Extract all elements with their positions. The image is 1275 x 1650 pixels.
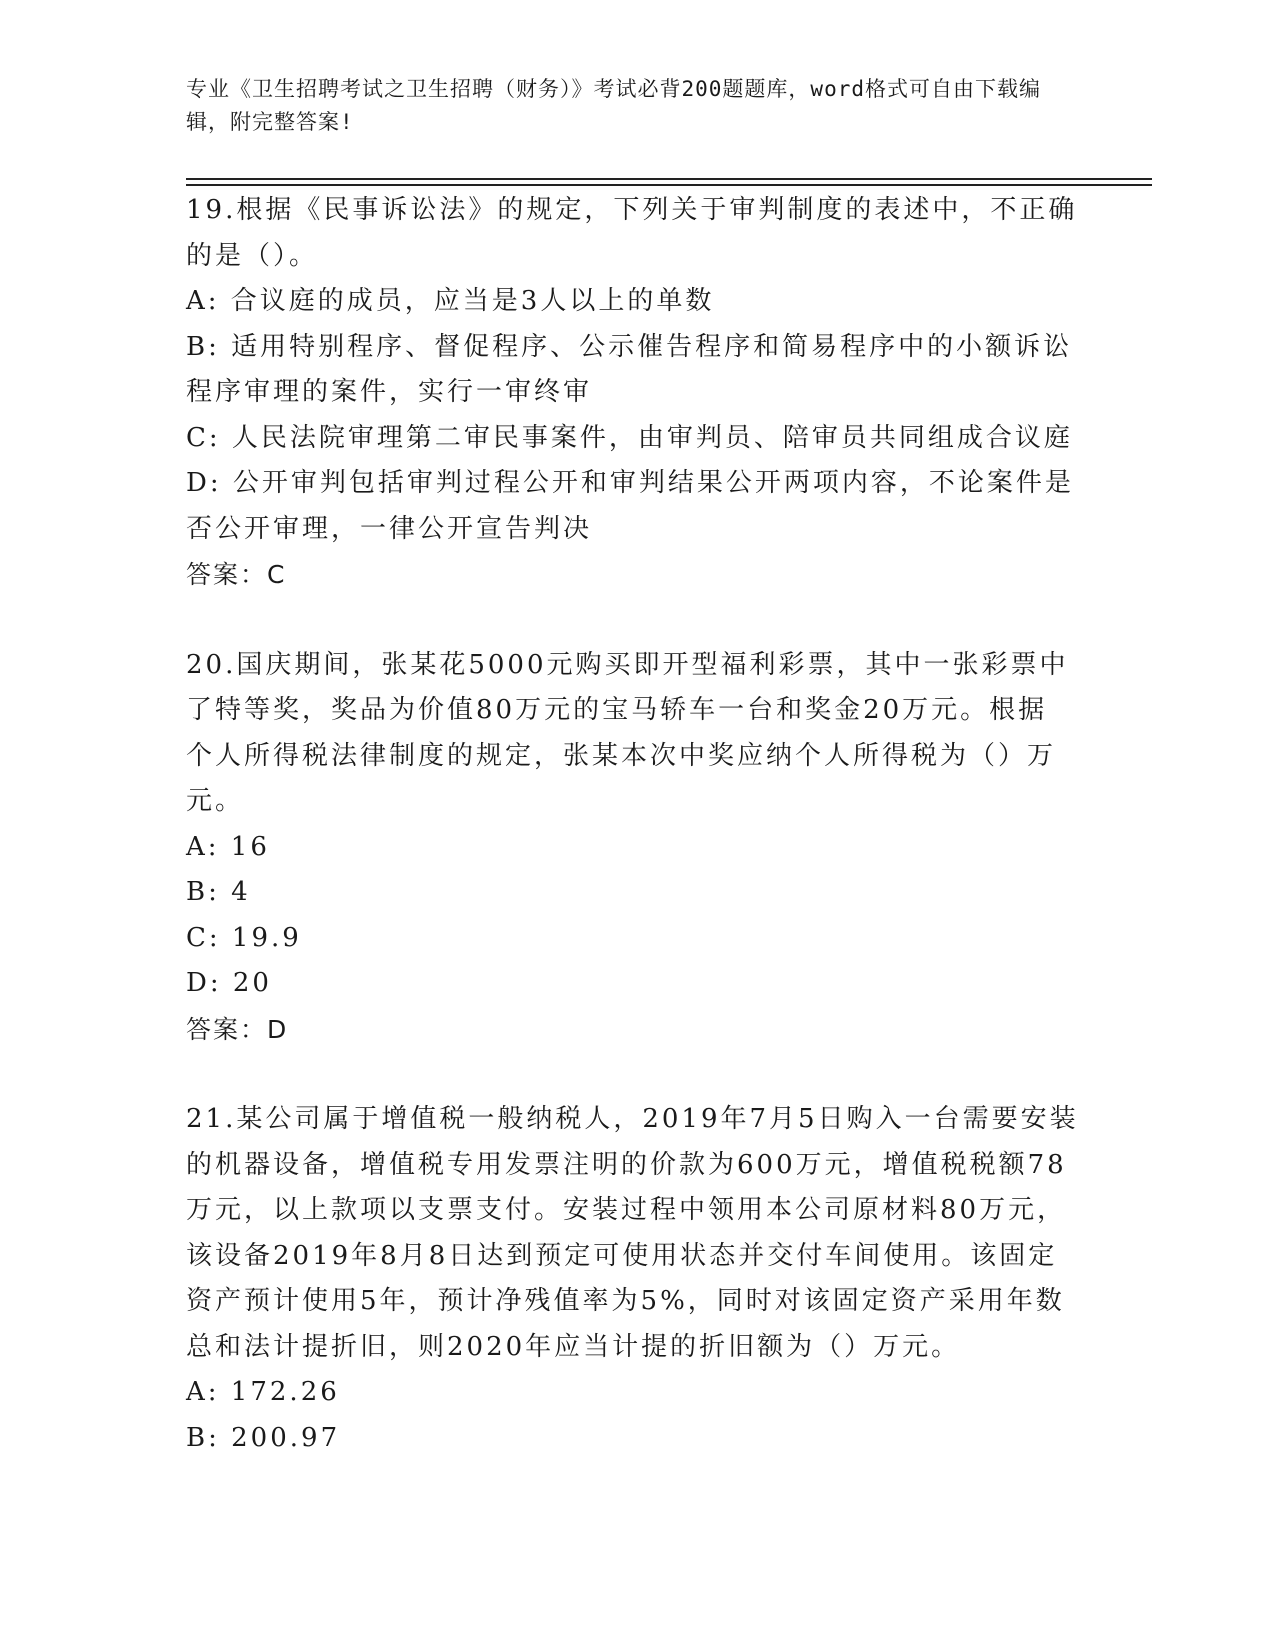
option-a: A: 16	[186, 831, 270, 862]
question-list	[186, 188, 1086, 1461]
option-a: A: 合议庭的成员，应当是3人以上的单数	[186, 286, 715, 316]
option-d: D: 20	[186, 968, 272, 998]
question-spacer	[186, 598, 1086, 643]
option-c: C: 19.9	[186, 922, 302, 953]
question-21	[186, 1097, 1086, 1461]
header-divider-bottom	[186, 184, 1152, 186]
option-d: D: 公开审判包括审判过程公开和审判结果公开两项内容，不论案件是 否公开审理，一律公开宣告判决	[186, 468, 1074, 544]
document-header: 专业《卫生招聘考试之卫生招聘（财务）》考试必背200题题库，word格式可自由下载编辑，附完整答案!	[186, 77, 1041, 134]
question-text: 20.国庆期间，张某花5000元购买即开型福利彩票，其中一张彩票中 了特等奖，奖品为价值80万元的宝马轿车一台和奖金20万元。根据 个人所得税法律制度的规定，张某本次中奖应纳个人所得税为（）万 元。	[186, 649, 1069, 816]
answer-label: 答案：D	[186, 1014, 289, 1044]
question-20	[186, 643, 1086, 1053]
question-spacer	[186, 1052, 1086, 1097]
header-divider-top	[186, 178, 1152, 180]
option-c: C: 人民法院审理第二审民事案件，由审判员、陪审员共同组成合议庭	[186, 422, 1073, 453]
question-text: 19.根据《民事诉讼法》的规定，下列关于审判制度的表述中，不正确 的是（）。	[186, 195, 1078, 271]
answer-label: 答案：C	[186, 560, 287, 589]
question-text: 21.某公司属于增值税一般纳税人，2019年7月5日购入一台需要安装 的机器设备，增值税专用发票注明的价款为600万元，增值税税额78 万元，以上款项以支票支付。安装过程中领用本公司原材料80万元， 该设备2019年8月8日达到预定可使用状态并交付车间使用。该固定 资产预计使用5年，预计净残值率为5%，同时对该固定资产采用年数 总和法计提折旧，则2020年应当计提的折旧额为（）万元。	[186, 1104, 1079, 1362]
option-a: A: 172.26	[186, 1377, 340, 1407]
option-b: B: 200.97	[186, 1422, 341, 1453]
option-b: B: 适用特别程序、督促程序、公示催告程序和简易程序中的小额诉讼 程序审理的案件，实行一审终审	[186, 331, 1073, 407]
option-b: B: 4	[186, 877, 251, 907]
question-19	[186, 188, 1086, 598]
